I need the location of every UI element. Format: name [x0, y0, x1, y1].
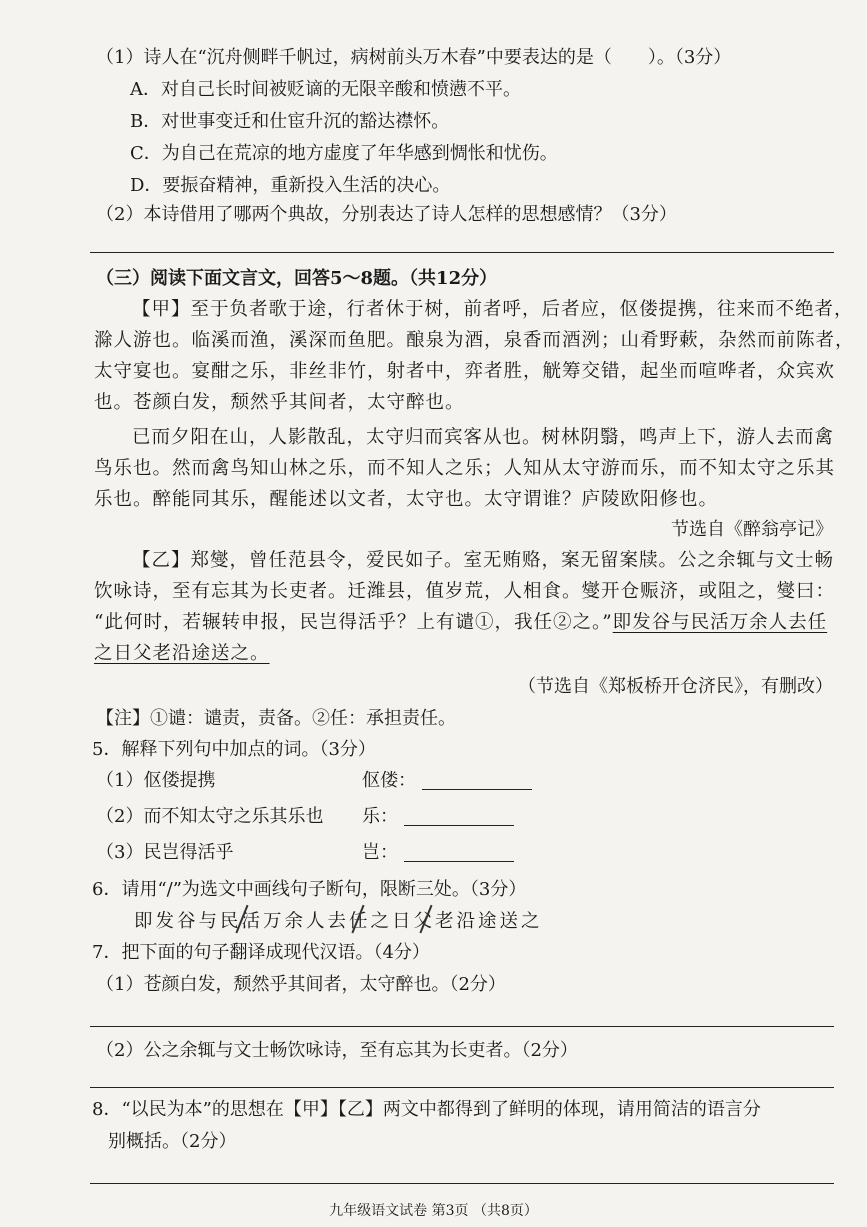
q5-item-word: 伛偻：	[362, 770, 416, 791]
q5-item-sentence: （1）伛偻提携	[96, 770, 216, 791]
jia-line: 太守宴也。宴酣之乐，非丝非竹，射者中，弈者胜，觥筹交错，起坐而喧哗者，众宾欢	[94, 361, 836, 382]
jia-line: 鸟乐也。然而禽鸟知山林之乐，而不知人之乐；人知从太守游而乐，而不知太守之乐其	[94, 458, 836, 479]
q5-item-word: 乐：	[362, 806, 398, 827]
q4-part2-stem: （2）本诗借用了哪两个典故，分别表达了诗人怎样的思想感情？（3分）	[96, 204, 677, 225]
yi-source: （节选自《郑板桥开仓济民》，有删改）	[518, 676, 833, 697]
answer-blank[interactable]	[422, 771, 532, 790]
q5-stem: 5．解释下列句中加点的词。（3分）	[92, 739, 376, 760]
jia-line: 也。苍颜白发，颓然乎其间者，太守醉也。	[94, 392, 465, 413]
q4-part1-stem: （1）诗人在“沉舟侧畔千帆过，病树前头万木春”中要表达的是（ ）。（3分）	[96, 47, 732, 68]
yi-line: 【乙】郑燮，曾任范县令，爱民如子。室无贿赂，案无留案牍。公之余辄与文士畅	[132, 550, 835, 571]
answer-line	[90, 1183, 834, 1184]
answer-blank[interactable]	[404, 843, 514, 862]
answer-line	[90, 1026, 834, 1027]
q5-item-word: 岂：	[362, 842, 398, 863]
section3-heading: （三）阅读下面文言文，回答5～8题。（共12分）	[96, 268, 498, 289]
q8-line1: 8．“以民为本”的思想在【甲】【乙】两文中都得到了鲜明的体现，请用简洁的语言分	[92, 1099, 761, 1120]
q4-option-d: D．要振奋精神，重新投入生活的决心。	[130, 175, 451, 196]
q5-item-answer	[362, 805, 514, 829]
jia-line: 【甲】至于负者歌于途，行者休于树，前者呼，后者应，伛偻提携，往来而不绝者，	[132, 299, 854, 320]
answer-blank[interactable]	[404, 807, 514, 826]
page-footer: 九年级语文试卷 第3页 （共8页）	[329, 1203, 538, 1219]
q6-stem: 6．请用“/”为选文中画线句子断句，限断三处。（3分）	[92, 879, 527, 900]
q7-stem: 7．把下面的句子翻译成现代汉语。（4分）	[92, 942, 430, 963]
jia-source: 节选自《醉翁亭记》	[671, 519, 833, 540]
q7-part2: （2）公之余辄与文士畅饮咏诗，至有忘其为长吏者。（2分）	[96, 1040, 578, 1061]
yi-line	[94, 611, 827, 635]
q5-item-sentence: （3）民岂得活乎	[96, 842, 234, 863]
q8-line2: 别概括。（2分）	[108, 1131, 237, 1152]
q4-option-b: B．对世事变迁和仕宦升沉的豁达襟怀。	[130, 111, 450, 132]
yi-underlined-sentence-end: 之日父老沿途送之。	[94, 643, 270, 664]
jia-line: 滁人游也。临溪而渔，溪深而鱼肥。酿泉为酒，泉香而酒洌；山肴野蔌，杂然而前陈者，	[94, 330, 855, 351]
q7-part1: （1）苍颜白发，颓然乎其间者，太守醉也。（2分）	[96, 974, 506, 995]
answer-line	[90, 1087, 834, 1088]
q5-item-answer	[362, 841, 514, 865]
answer-line	[90, 252, 834, 253]
jia-line: 已而夕阳在山，人影散乱，太守归而宾客从也。树林阴翳，鸣声上下，游人去而禽	[132, 427, 835, 448]
q5-item-answer	[362, 769, 532, 793]
yi-line: 饮咏诗，至有忘其为长吏者。迁潍县，值岁荒，人相食。燮开仓赈济，或阻之，燮曰：	[94, 581, 836, 602]
q5-item-sentence: （2）而不知太守之乐其乐也	[96, 806, 324, 827]
yi-underlined-sentence: 即发谷与民活万余人去任	[612, 612, 828, 633]
q4-option-a: A．对自己长时间被贬谪的无限辛酸和愤懑不平。	[130, 79, 521, 100]
q6-sentence: 即发谷与民活万余人去任之日父老沿途送之	[134, 911, 543, 932]
yi-line-text: “此何时，若辗转申报，民岂得活乎？上有谴①，我任②之。”	[94, 612, 613, 633]
q4-option-c: C．为自己在荒凉的地方虚度了年华感到惆怅和忧伤。	[130, 143, 558, 164]
jia-line: 乐也。醉能同其乐，醒能述以文者，太守也。太守谓谁？庐陵欧阳修也。	[94, 489, 719, 510]
annotation-note: 【注】①谴：谴责，责备。②任：承担责任。	[96, 708, 456, 729]
